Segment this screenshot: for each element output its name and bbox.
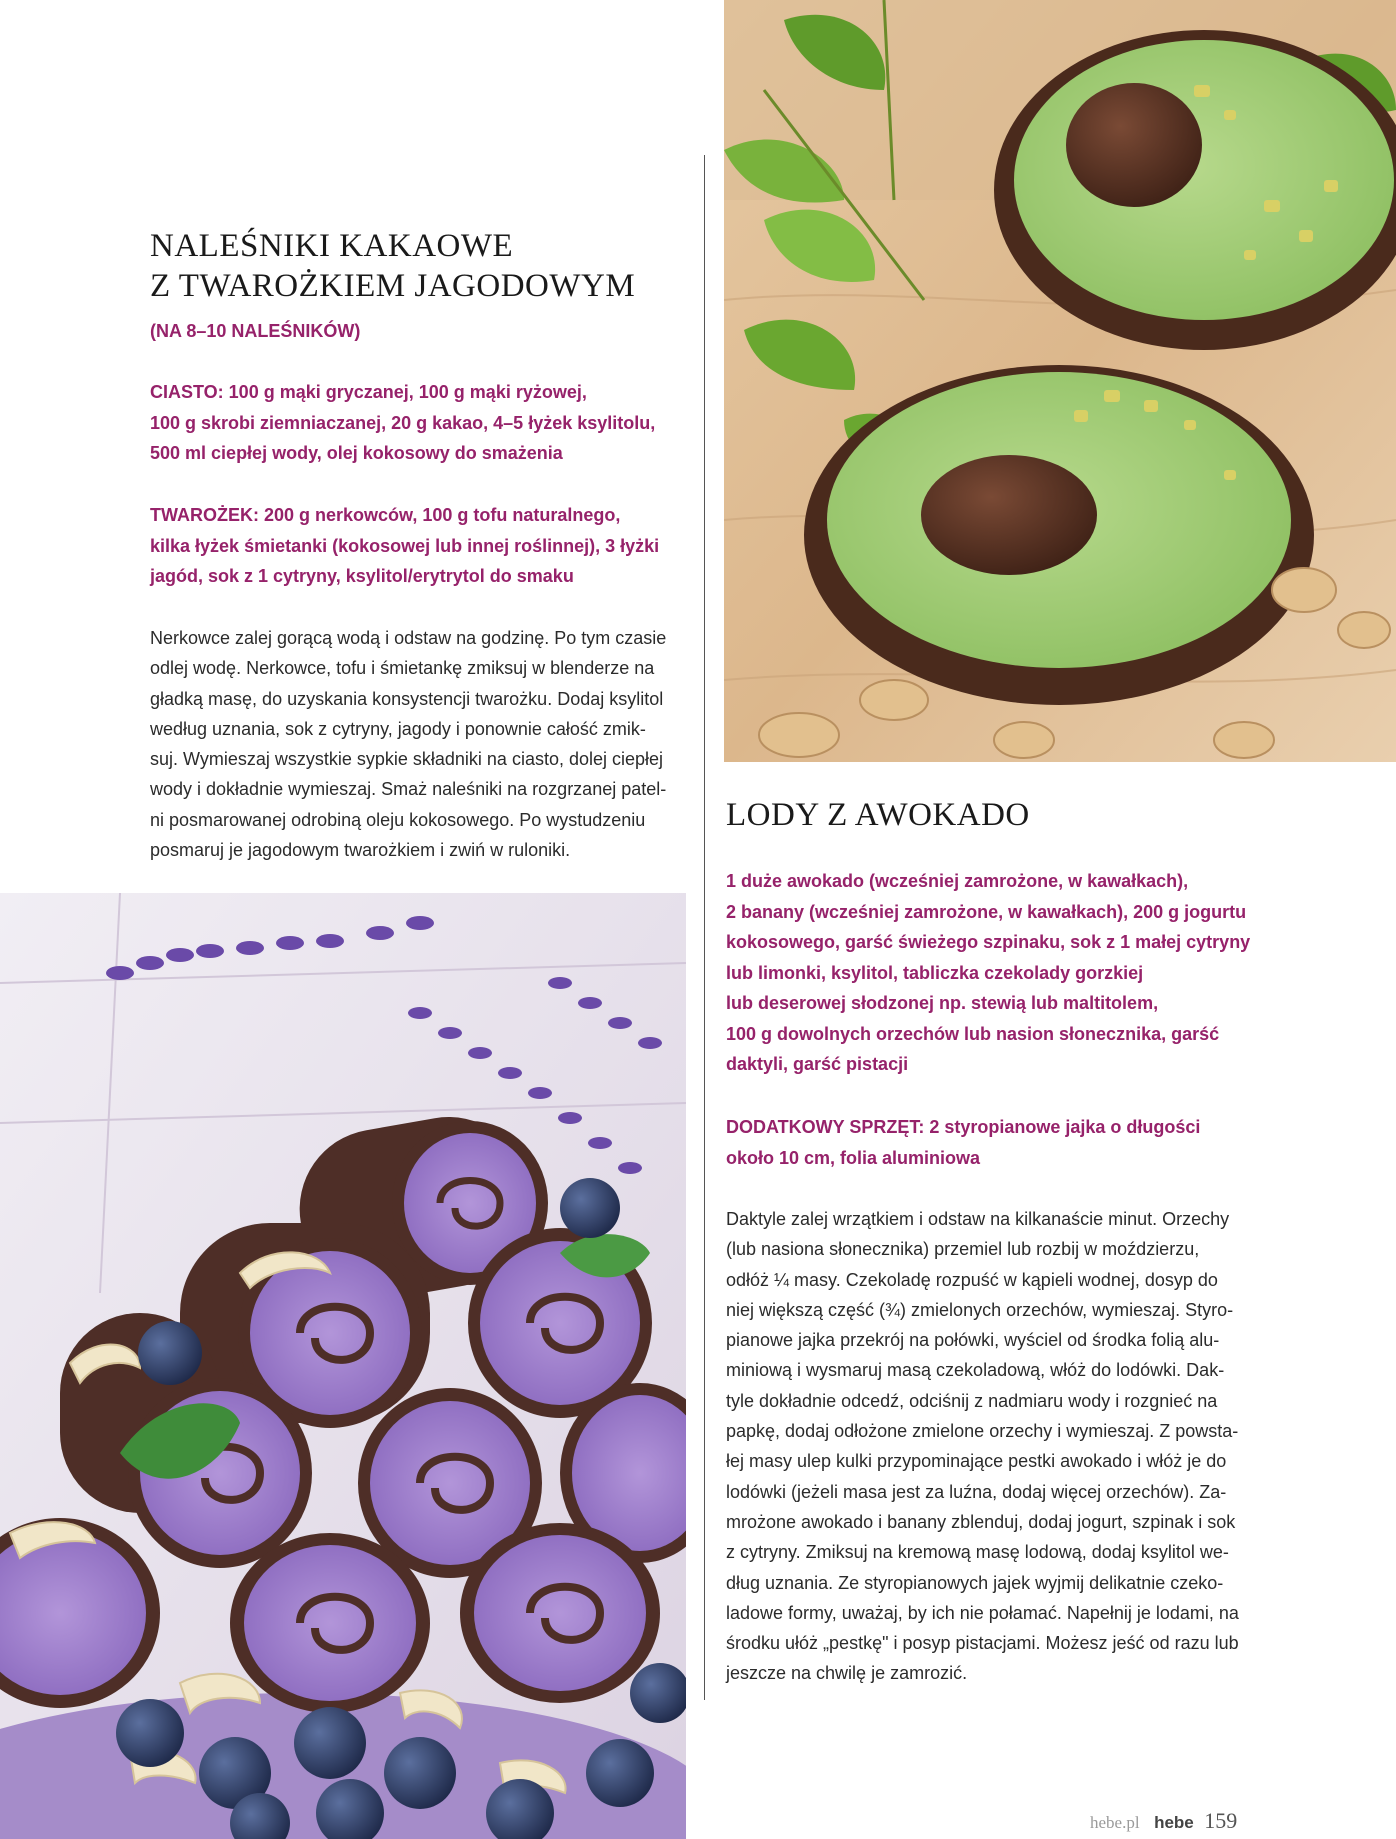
method-line: ladowe formy, uważaj, by ich nie połamać. Napełnij je lodami, na: [726, 1602, 1239, 1623]
method-line: suj. Wymieszaj wszystkie sypkie składniki na ciasto, dolej ciepłej: [150, 749, 664, 770]
ingredient-line: lub limonki, ksylitol, tabliczka czekolady gorzkiej: [726, 962, 1144, 983]
ingredient-line: 100 g dowolnych orzechów lub nasion słonecznika, garść: [726, 1023, 1220, 1044]
recipe2-method: [726, 1204, 1262, 1689]
recipe2-equipment: [726, 1112, 1306, 1173]
method-line: mrożone awokado i banany zblenduj, dodaj jogurt, szpinak i sok: [726, 1511, 1236, 1532]
filling-line2: kilka łyżek śmietanki (kokosowej lub innej roślinnej), 3 łyżki: [150, 535, 660, 556]
method-line: wody i dokładnie wymieszaj. Smaż naleśniki na rozgrzanej patel-: [150, 779, 667, 800]
filling-line3: jagód, sok z 1 cytryny, ksylitol/erytrytol do smaku: [150, 566, 574, 586]
method-line: papkę, dodaj odłożone zmielone orzechy i wymieszaj. Z powsta-: [726, 1421, 1239, 1442]
method-line: miniową i wysmaruj masą czekoladową, włóż do lodówki. Dak-: [726, 1360, 1225, 1381]
filling-label: TWAROŻEK:: [150, 505, 259, 525]
ingredient-line: daktyli, garść pistacji: [726, 1054, 909, 1074]
filling-line1: 200 g nerkowców, 100 g tofu naturalnego,: [258, 505, 621, 525]
pancake-rolls-photo: [0, 893, 686, 1839]
method-line: środku ułóż „pestkę" i posyp pistacjami. Możesz jeść od razu lub: [726, 1633, 1239, 1654]
recipe1-title: [150, 226, 710, 306]
method-line: jeszcze na chwilę je zamrozić.: [726, 1663, 968, 1684]
avocado-ice-cream-photo: [724, 0, 1396, 762]
method-line: według uznania, sok z cytryny, jagody i ponownie całość zmik-: [150, 718, 646, 739]
method-line: z cytryny. Zmiksuj na kremową masę lodową, dodaj ksylitol we-: [726, 1542, 1229, 1563]
recipe1-title-line2: Z TWAROŻKIEM JAGODOWYM: [150, 268, 636, 304]
method-line: ni posmarowanej odrobiną oleju kokosowego. Po wystudzeniu: [150, 809, 646, 830]
ingredient-line: 1 duże awokado (wcześniej zamrożone, w kawałkach),: [726, 871, 1189, 891]
method-line: dług uznania. Ze styropianowych jajek wyjmij delikatnie czeko-: [726, 1572, 1224, 1593]
page-footer: [1090, 1808, 1390, 1834]
dough-line2: 100 g skrobi ziemniaczanej, 20 g kakao, 4–5 łyżek ksylitolu,: [150, 412, 656, 433]
recipe2-title: LODY Z AWOKADO: [726, 797, 1030, 833]
recipe1-filling: [150, 500, 710, 592]
method-line: gładką masę, do uzyskania konsystencji twarożku. Dodaj ksylitol: [150, 688, 664, 709]
dough-line1: 100 g mąki gryczanej, 100 g mąki ryżowej,: [223, 382, 587, 402]
method-line: Daktyle zalej wrzątkiem i odstaw na kilkanaście minut. Orzechy: [726, 1209, 1230, 1229]
method-line: niej większą część (¾) zmielonych orzechów, wymieszaj. Styro-: [726, 1299, 1234, 1320]
method-line: tyle dokładnie odcedź, odciśnij z nadmiaru wody i rozgnieć na: [726, 1390, 1218, 1411]
ingredient-line: lub deserowej słodzonej np. stewią lub maltitolem,: [726, 993, 1159, 1013]
recipe1-method: [150, 623, 685, 865]
page-number: 159: [1204, 1808, 1238, 1833]
method-line: odłóż ¼ masy. Czekoladę rozpuść w kąpieli wodnej, dosyp do: [726, 1269, 1218, 1290]
dough-line3: 500 ml ciepłej wody, olej kokosowy do smażenia: [150, 443, 563, 463]
recipe1-dough: [150, 377, 710, 469]
equipment-line2: około 10 cm, folia aluminiowa: [726, 1147, 981, 1168]
method-line: lodówki (jeżeli masa jest za luźna, dodaj więcej orzechów). Za-: [726, 1481, 1227, 1502]
recipe1-servings: (NA 8–10 NALEŚNIKÓW): [150, 321, 361, 341]
ingredient-line: kokosowego, garść świeżego szpinaku, sok z 1 małej cytryny: [726, 932, 1251, 952]
dough-label: CIASTO:: [150, 382, 224, 402]
footer-brand: hebe: [1154, 1813, 1194, 1832]
recipe1-title-line1: NALEŚNIKI KAKAOWE: [150, 228, 514, 264]
equipment-label: DODATKOWY SPRZĘT:: [726, 1117, 925, 1137]
equipment-line1: 2 styropianowe jajka o długości: [924, 1117, 1201, 1137]
method-line: (lub nasiona słonecznika) przemiel lub rozbij w moździerzu,: [726, 1239, 1200, 1260]
ingredient-line: 2 banany (wcześniej zamrożone, w kawałkach), 200 g jogurtu: [726, 901, 1247, 922]
recipe2-ingredients: [726, 866, 1306, 1080]
footer-site: hebe.pl: [1090, 1813, 1140, 1832]
method-line: posmaruj je jagodowym twarożkiem i zwiń w ruloniki.: [150, 840, 571, 861]
method-line: Nerkowce zalej gorącą wodą i odstaw na godzinę. Po tym czasie: [150, 628, 667, 648]
method-line: pianowe jajka przekrój na połówki, wyściel od środka folią alu-: [726, 1330, 1220, 1351]
method-line: odlej wodę. Nerkowce, tofu i śmietankę zmiksuj w blenderze na: [150, 658, 655, 679]
method-line: łej masy ulep kulki przypominające pestki awokado i włóż je do: [726, 1451, 1227, 1472]
